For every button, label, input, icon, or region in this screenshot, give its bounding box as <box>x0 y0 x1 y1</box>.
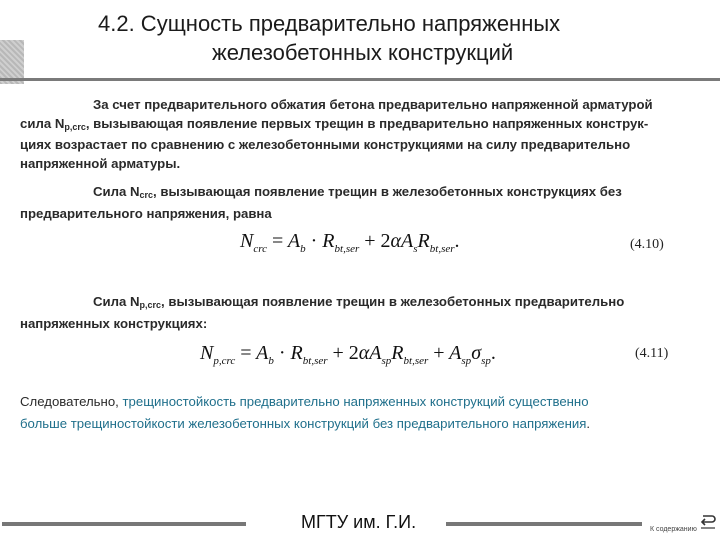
paragraph-1 <box>20 96 692 173</box>
conclusion-highlight-2: больше трещиностойкости железобетонных конструкций без предварительного напряжения <box>20 416 587 431</box>
title-divider <box>0 78 720 81</box>
paragraph-2 <box>20 183 692 223</box>
p3-sub: p,crc <box>139 300 162 310</box>
p2-pre: Сила N <box>93 184 140 199</box>
conclusion-end: . <box>586 416 591 431</box>
title-line-1: 4.2. Сущность предварительно напряженных <box>98 11 561 36</box>
p1-line-1: За счет предварительного обжатия бетона предварительно напряженной арматурой <box>93 97 653 112</box>
p1-line-2-post: , вызывающая появление первых трещин в предварительно напряженных конструк- <box>85 115 649 131</box>
footer-institution: МГТУ им. Г.И. <box>301 512 417 532</box>
formula-4-11: $N_{p,crc} = A_b \cdot R_{bt,ser} + 2\alpha A_{sp}R_{bt,ser} + A_{sp}\sigma_{sp}$. <box>200 342 496 367</box>
paragraph-3 <box>20 293 692 333</box>
p2-post: , вызывающая появление трещин в железобетонных конструкциях без <box>153 184 622 199</box>
equation-number-4-11: (4.11) <box>635 346 669 361</box>
p1-line-2-pre: сила N <box>20 115 65 131</box>
footer-divider-left <box>2 522 246 526</box>
p3-line-2: напряженных конструкциях: <box>20 315 208 331</box>
p2-line-2: предварительного напряжения, равна <box>20 205 272 221</box>
p2-sub: crc <box>139 190 154 200</box>
p1-line-3: циях возрастает по сравнению с железобетонными конструкциями на силу предварительно <box>20 137 631 153</box>
equation-number-4-10: (4.10) <box>630 237 664 252</box>
p3-post: , вызывающая появление трещин в железобетонных предварительно <box>161 294 625 309</box>
return-arrow-icon[interactable] <box>699 512 717 530</box>
contents-link[interactable]: К содержанию <box>650 526 697 533</box>
conclusion-highlight-1: трещиностойкость предварительно напряженных конструкций существенно <box>122 394 589 409</box>
conclusion-paragraph <box>20 391 700 435</box>
formula-4-10: $N_{crc} = A_b \cdot R_{bt,ser} + 2\alpha A_sR_{bt,ser}$. <box>240 230 460 255</box>
title-line-2: железобетонных конструкций <box>212 40 514 65</box>
p3-pre: Сила N <box>93 294 140 309</box>
conclusion-lead: Следовательно, <box>20 394 123 409</box>
page-title <box>0 6 720 66</box>
p1-line-2-sub: p,crc <box>64 121 86 132</box>
p1-line-4: напряженной арматуры. <box>20 155 181 171</box>
footer-divider-right <box>446 522 642 526</box>
